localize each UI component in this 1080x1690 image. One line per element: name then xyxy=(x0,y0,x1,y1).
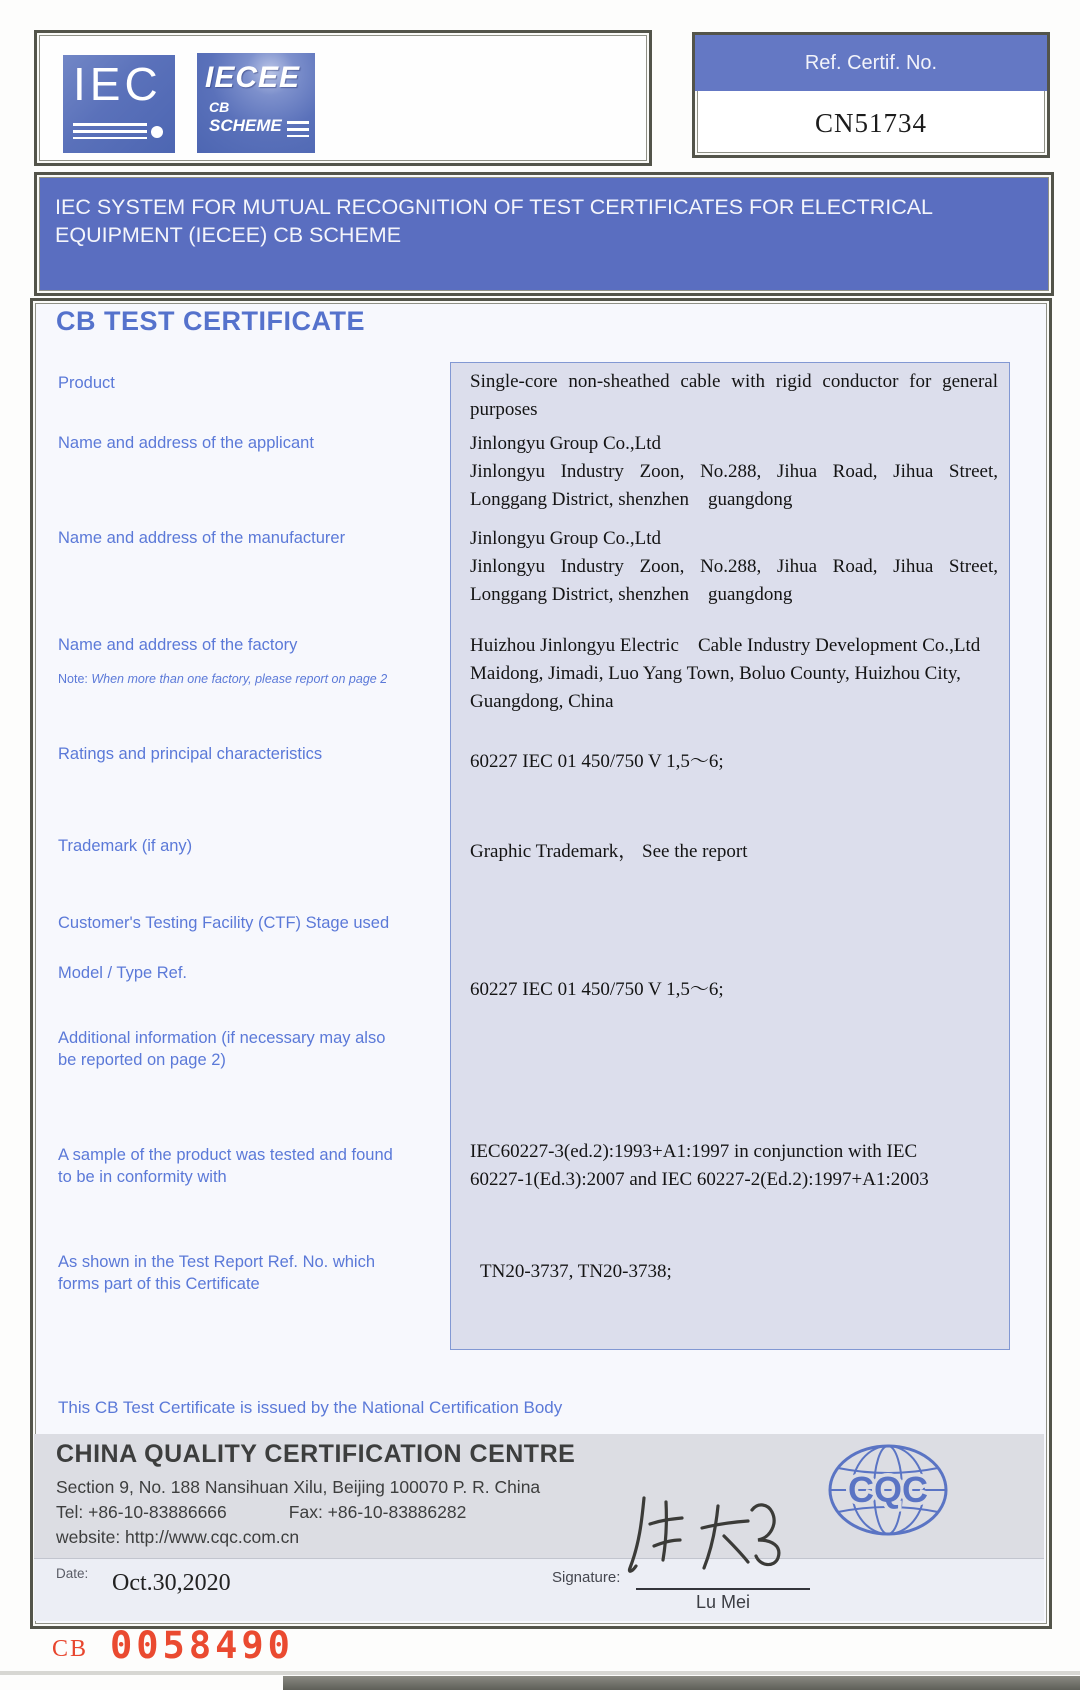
trademark-value: Graphic Trademark， See the report xyxy=(470,841,748,862)
model-value: 60227 IEC 01 450/750 V 1,5～6; xyxy=(470,979,724,1000)
applicant-address: Jinlongyu Industry Zoon, No.288, Jihua Road, Jihua Street, Longgang District, shenzhen guangdong xyxy=(470,461,998,510)
issuer-name: CHINA QUALITY CERTIFICATION CENTRE xyxy=(56,1440,576,1468)
factory-name: Huizhou Jinlongyu Electric Cable Industry Development Co.,Ltd xyxy=(470,635,981,656)
scheme-banner-text: IEC SYSTEM FOR MUTUAL RECOGNITION OF TEST CERTIFICATES FOR ELECTRICAL EQUIPMENT (IECEE) CB SCHEME xyxy=(55,195,933,247)
factory-label: Name and address of the factory xyxy=(58,636,298,654)
additional-info-label: Additional information (if necessary may also be reported on page 2) xyxy=(58,1029,386,1069)
ctf-label: Customer's Testing Facility (CTF) Stage used xyxy=(58,914,390,932)
manufacturer-value xyxy=(470,525,998,609)
issued-statement: This CB Test Certificate is issued by the National Certification Body xyxy=(58,1398,563,1417)
header-logo-panel xyxy=(34,30,652,166)
factory-note xyxy=(58,672,438,686)
stamp-prefix: CB xyxy=(52,1636,89,1662)
date-value: Oct.30,2020 xyxy=(112,1570,231,1596)
test-report-value: TN20-3737, TN20-3738; xyxy=(480,1261,672,1282)
issuer-address: Section 9, No. 188 Nansihuan Xilu, Beijing 100070 P. R. China xyxy=(56,1477,541,1497)
iecee-logo xyxy=(197,53,315,153)
applicant-name: Jinlongyu Group Co.,Ltd xyxy=(470,433,662,454)
conformity-line-1: IEC60227-3(ed.2):1993+A1:1997 in conjunction with IEC xyxy=(470,1141,918,1162)
factory-note-text: When more than one factory, please report on page 2 xyxy=(91,672,388,686)
stamp-number: 0058490 xyxy=(110,1624,294,1667)
iecee-logo-lines xyxy=(287,121,309,137)
manufacturer-label: Name and address of the manufacturer xyxy=(58,529,346,547)
cqc-globe-icon xyxy=(826,1442,950,1538)
conformity-line-2: 60227-1(Ed.3):2007 and IEC 60227-2(Ed.2):1997+A1:2003 xyxy=(470,1169,929,1190)
certificate-title: CB TEST CERTIFICATE xyxy=(56,306,365,336)
ratings-label: Ratings and principal characteristics xyxy=(58,745,323,763)
manufacturer-name: Jinlongyu Group Co.,Ltd xyxy=(470,528,662,549)
issuer-website: website: http://www.cqc.com.cn xyxy=(56,1527,300,1547)
scan-edge-bar xyxy=(283,1676,1080,1690)
manufacturer-address: Jinlongyu Industry Zoon, No.288, Jihua Road, Jihua Street, Longgang District, shenzhen guangdong xyxy=(470,556,998,605)
scheme-banner xyxy=(34,172,1054,296)
iec-logo-dot xyxy=(151,126,163,138)
conformity-value xyxy=(470,1138,998,1194)
applicant-label: Name and address of the applicant xyxy=(58,434,314,452)
ref-certif-label: Ref. Certif. No. xyxy=(695,35,1047,91)
iec-logo-text: IEC xyxy=(73,58,162,110)
factory-value xyxy=(470,632,998,716)
iecee-logo-cb: CB xyxy=(209,99,230,115)
test-report-label: As shown in the Test Report Ref. No. which forms part of this Certificate xyxy=(58,1253,376,1293)
product-label: Product xyxy=(58,374,115,392)
ref-certif-box xyxy=(692,32,1050,158)
ratings-value: 60227 IEC 01 450/750 V 1,5～6; xyxy=(470,751,724,772)
signature-line xyxy=(636,1588,810,1590)
iecee-logo-title: IECEE xyxy=(205,61,301,94)
issuer-tel: Tel: +86-10-83886666 xyxy=(56,1502,227,1522)
factory-address: Maidong, Jimadi, Luo Yang Town, Boluo County, Huizhou City, Guangdong, China xyxy=(470,663,961,712)
issuer-contacts xyxy=(56,1502,466,1523)
signature-handwriting xyxy=(606,1484,816,1584)
product-value: Single-core non-sheathed cable with rigid conductor for general purposes xyxy=(470,371,998,420)
iec-logo-underline xyxy=(73,123,147,139)
factory-note-prefix: Note: xyxy=(58,672,92,686)
issuer-fax: Fax: +86-10-83886282 xyxy=(288,1502,467,1522)
applicant-value xyxy=(470,430,998,514)
signature-name: Lu Mei xyxy=(695,1592,751,1612)
trademark-label: Trademark (if any) xyxy=(58,837,193,855)
scan-edge-line xyxy=(0,1671,1080,1675)
model-label: Model / Type Ref. xyxy=(58,964,188,982)
ref-certif-number: CN51734 xyxy=(814,107,927,138)
date-label: Date: xyxy=(56,1566,89,1581)
signature-label: Signature: xyxy=(552,1569,621,1586)
conformity-label: A sample of the product was tested and found to be in conformity with xyxy=(58,1146,393,1186)
iec-logo xyxy=(63,55,175,153)
iecee-logo-scheme: SCHEME xyxy=(209,116,282,135)
cqc-logo-text: CQC xyxy=(848,1469,928,1510)
